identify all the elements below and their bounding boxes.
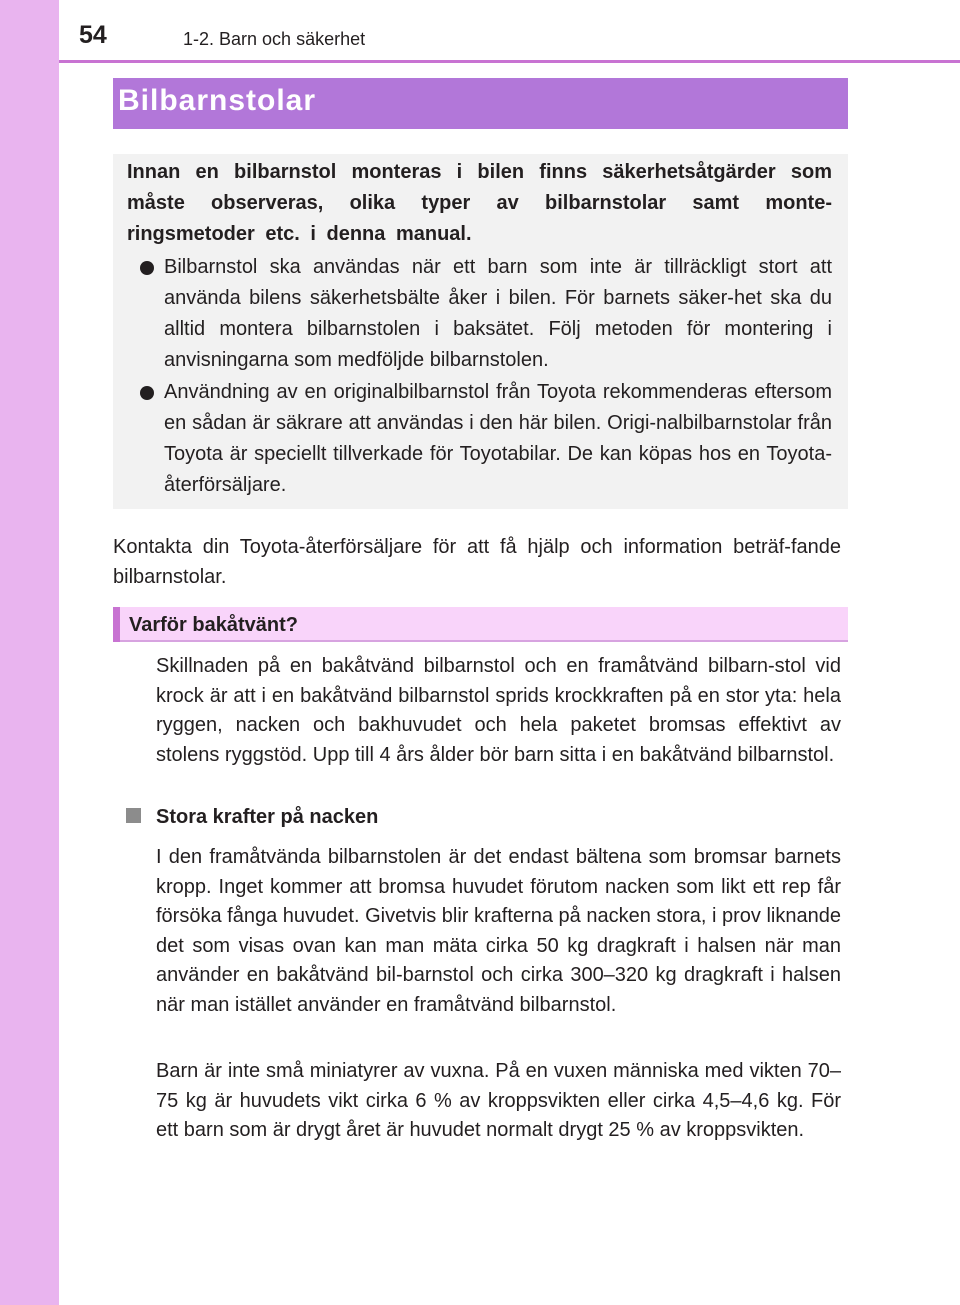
subheading-text: Stora krafter på nacken [156, 806, 379, 828]
body-paragraph: Skillnaden på en bakåtvänd bilbarnstol och en framåtvänd bilbarn-stol vid krock är att i en bakåtvänd bilbarnstol sprids krockkraften på en stor yta: hela ryggen, nacken och bakhuvudet och hela paketet bromsas effektivt av stolens ryggstöd. Upp till 4 års ålder bör barn sitta i en bakåtvänd bilbarnstol. [156, 655, 841, 766]
subsection-title: Varför bakåtvänt? [129, 614, 298, 636]
bullet-text: Användning av en originalbilbarnstol från Toyota rekommenderas eftersom en sådan är säkrare att användas i den här bilen. Origi-nalbilbarnstolar från Toyota är speciellt tillverkade för Toyotabilar. De kan köpas hos en Toyota-återförsäljare. [164, 381, 832, 496]
body-paragraph: Barn är inte små miniatyrer av vuxna. På en vuxen människa med vikten 70–75 kg är huvudets vikt cirka 6 % av kroppsvikten eller cirka 4,5–4,6 kg. För ett barn som är drygt året är huvudet normalt drygt 25 % av kroppsvikten. [156, 1060, 841, 1141]
subsection-accent [113, 607, 120, 642]
intro-lead-text: Innan en bilbarnstol monteras i bilen finns säkerhetsåtgärder som måste observeras, olika typer av bilbarnstolar samt monte-ringsmetoder etc. i denna manual. [127, 161, 832, 245]
intro-bullet-list [127, 252, 832, 502]
bullet-dot-icon [140, 261, 154, 275]
body-paragraph: I den framåtvända bilbarnstolen är det endast bältena som bromsar barnets kropp. Inget kommer att bromsa huvudet förutom nacken som likt ett rep får försöka fånga huvudet. Givetvis blir krafterna på nacken stora, i prov liknande det som visas ovan kan man mäta cirka 50 kg dragkraft i halsen när man använder en bakåtvänd bil-barnstol och cirka 300–320 kg dragkraft i halsen när man istället använder en framåtvänd bilbarnstol. [156, 846, 841, 1016]
bullet-dot-icon [140, 386, 154, 400]
square-bullet-icon [126, 808, 141, 823]
intro-bullet-item [127, 252, 832, 376]
intro-bullet-item [127, 377, 832, 501]
page-side-band [0, 0, 59, 1305]
subheading [126, 806, 378, 829]
contact-paragraph: Kontakta din Toyota-återförsäljare för att få hjälp och information beträf-fande bilbarnstolar. [113, 536, 841, 588]
header-divider [59, 60, 960, 63]
chapter-title: Bilbarnstolar [118, 84, 317, 117]
page-number: 54 [79, 21, 107, 49]
section-reference: 1-2. Barn och säkerhet [183, 29, 366, 49]
bullet-text: Bilbarnstol ska användas när ett barn som inte är tillräckligt stort att använda bilens säkerhetsbälte åker i bilen. För barnets säker-het ska du alltid montera bilbarnstolen i baksätet. Följ metoden för montering i anvisningarna som medföljde bilbarnstolen. [164, 256, 832, 371]
